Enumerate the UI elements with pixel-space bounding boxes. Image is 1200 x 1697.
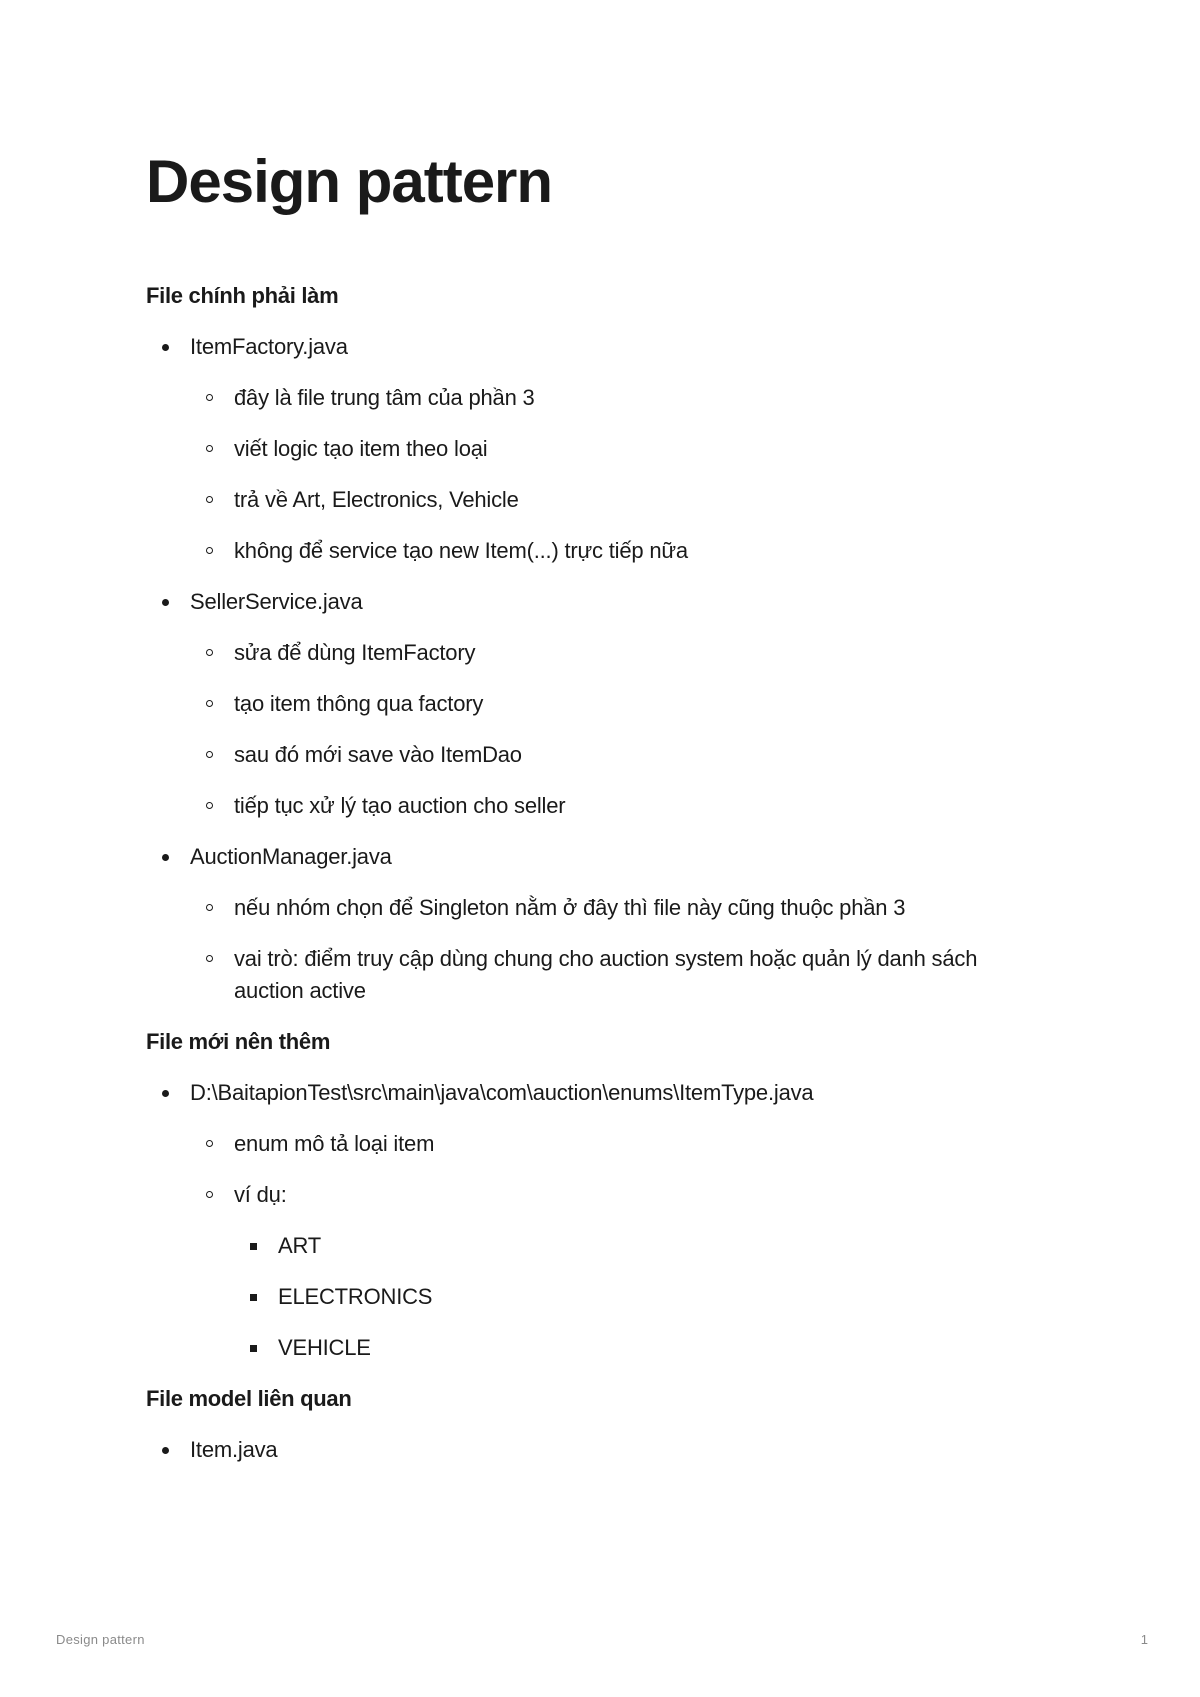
section-heading: File model liên quan <box>146 1386 352 1411</box>
list-item-text: enum mô tả loại item <box>234 1131 435 1156</box>
list-item-text: sau đó mới save vào ItemDao <box>234 742 522 767</box>
list-item <box>146 790 1066 822</box>
list-item-text: trả về Art, Electronics, Vehicle <box>234 487 519 512</box>
list-item <box>146 586 1066 618</box>
list-item <box>146 331 1066 363</box>
bullet-list <box>146 331 1066 1007</box>
list-item <box>146 739 1066 771</box>
hollow-bullet-icon <box>206 394 213 401</box>
list-item <box>146 1281 1066 1313</box>
bullet-list <box>146 1077 1066 1364</box>
filled-bullet-icon <box>162 599 169 606</box>
list-item <box>146 1179 1066 1211</box>
square-bullet-icon <box>250 1345 257 1352</box>
list-item-text: sửa để dùng ItemFactory <box>234 640 476 665</box>
list-item <box>146 1332 1066 1364</box>
section <box>146 1026 1066 1364</box>
hollow-bullet-icon <box>206 496 213 503</box>
list-item-text: ví dụ: <box>234 1182 287 1207</box>
hollow-bullet-icon <box>206 751 213 758</box>
list-item-text: Item.java <box>190 1437 278 1462</box>
list-item <box>146 892 1066 924</box>
hollow-bullet-icon <box>206 445 213 452</box>
hollow-bullet-icon <box>206 649 213 656</box>
list-item-text: nếu nhóm chọn để Singleton nằm ở đây thì file này cũng thuộc phần 3 <box>234 895 906 920</box>
filled-bullet-icon <box>162 1447 169 1454</box>
hollow-bullet-icon <box>206 1191 213 1198</box>
list-item <box>146 1077 1066 1109</box>
list-item <box>146 382 1066 414</box>
filled-bullet-icon <box>162 1090 169 1097</box>
document-content <box>146 280 1066 1485</box>
list-item <box>146 484 1066 516</box>
list-item <box>146 841 1066 873</box>
hollow-bullet-icon <box>206 955 213 962</box>
list-item-text: ART <box>278 1233 322 1258</box>
hollow-bullet-icon <box>206 802 213 809</box>
footer-document-title: Design pattern <box>56 1632 145 1647</box>
list-item-text: ItemFactory.java <box>190 334 348 359</box>
page-title: Design pattern <box>146 148 553 215</box>
hollow-bullet-icon <box>206 1140 213 1147</box>
list-item-text: vai trò: điểm truy cập dùng chung cho auction system hoặc quản lý danh sách auction active <box>234 946 978 1003</box>
section <box>146 280 1066 1007</box>
section <box>146 1383 1066 1466</box>
hollow-bullet-icon <box>206 904 213 911</box>
filled-bullet-icon <box>162 854 169 861</box>
list-item <box>146 1434 1066 1466</box>
list-item-text: tiếp tục xử lý tạo auction cho seller <box>234 793 566 818</box>
square-bullet-icon <box>250 1294 257 1301</box>
list-item-text: VEHICLE <box>278 1335 371 1360</box>
list-item-text: không để service tạo new Item(...) trực tiếp nữa <box>234 538 688 563</box>
list-item-text: AuctionManager.java <box>190 844 392 869</box>
section-heading: File chính phải làm <box>146 283 339 308</box>
list-item-text: SellerService.java <box>190 589 363 614</box>
section-heading: File mới nên thêm <box>146 1029 331 1054</box>
list-item-text: D:\BaitapionTest\src\main\java\com\auction\enums\ItemType.java <box>190 1080 814 1105</box>
list-item <box>146 1128 1066 1160</box>
list-item <box>146 433 1066 465</box>
list-item-text: ELECTRONICS <box>278 1284 433 1309</box>
footer-page-number: 1 <box>1140 1632 1148 1647</box>
list-item <box>146 688 1066 720</box>
list-item-text: tạo item thông qua factory <box>234 691 484 716</box>
list-item <box>146 943 1066 1007</box>
list-item <box>146 637 1066 669</box>
list-item-text: viết logic tạo item theo loại <box>234 436 488 461</box>
square-bullet-icon <box>250 1243 257 1250</box>
filled-bullet-icon <box>162 344 169 351</box>
hollow-bullet-icon <box>206 700 213 707</box>
list-item <box>146 1230 1066 1262</box>
list-item <box>146 535 1066 567</box>
hollow-bullet-icon <box>206 547 213 554</box>
list-item-text: đây là file trung tâm của phần 3 <box>234 385 535 410</box>
bullet-list <box>146 1434 1066 1466</box>
